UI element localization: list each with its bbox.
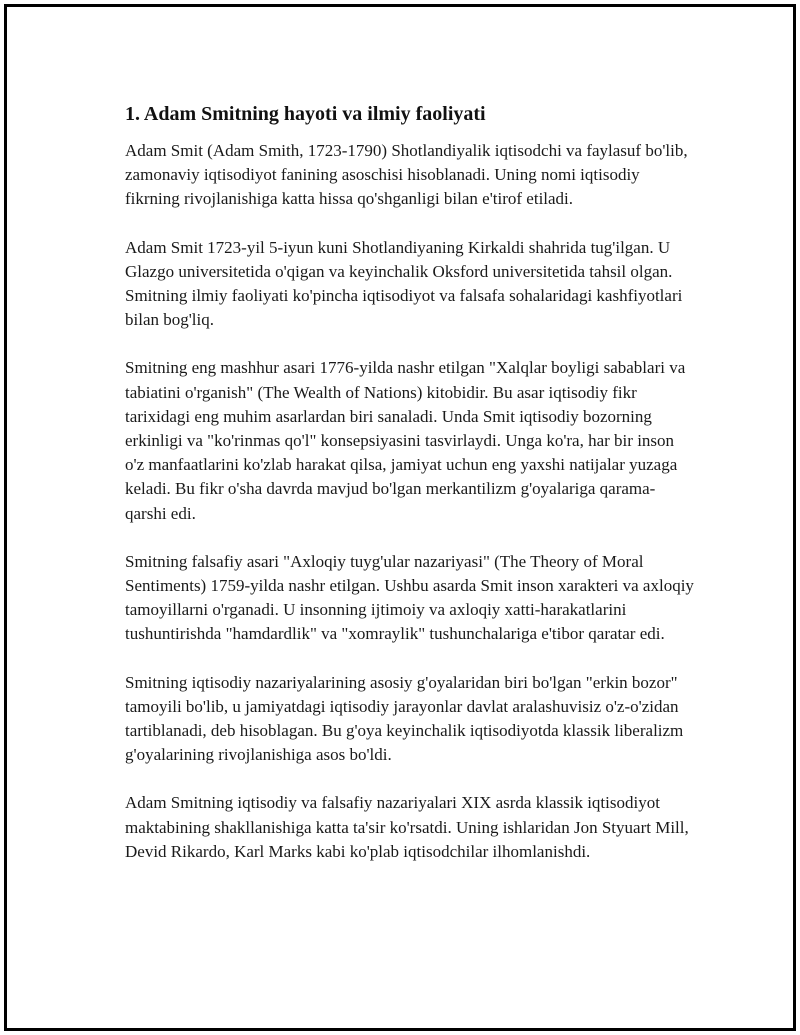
paragraph-wealth-of-nations: Smitning eng mashhur asari 1776-yilda nashr etilgan "Xalqlar boyligi sabablari va tabiatini o'rganish" (The Wealth of Nations) kitobidir. Bu asar iqtisodiy fikr tarixidagi eng muhim asarlardan biri sanaladi. Unda Smit iqtisodiy bozorning erkinligi va "ko'rinmas qo'l" konsepsiyasini tasvirlaydi. Unga ko'ra, har bir inson o'z manfaatlarini ko'zlab harakat qilsa, jamiyat uchun eng yaxshi natijalar yuzaga keladi. Bu fikr o'sha davrda mavjud bo'lgan merkantilizm g'oyalariga qarama-qarshi edi.	[125, 358, 686, 523]
document-body	[125, 101, 695, 888]
paragraph-free-market: Smitning iqtisodiy nazariyalarining asosiy g'oyalaridan biri bo'lgan "erkin bozor" tamoyili bo'lib, u jamiyatdagi iqtisodiy jarayonlar davlat aralashuvisiz o'z-o'zidan tartiblanadi, deb hisoblagan. Bu g'oya keyinchalik iqtisodiyotda klassik liberalizm g'oyalarining rivojlanishiga asos bo'ldi.	[125, 672, 684, 765]
paragraph-biography: Adam Smit 1723-yil 5-iyun kuni Shotlandiyaning Kirkaldi shahrida tug'ilgan. U Glazgo universitetida o'qigan va keyinchalik Oksford universitetida tahsil olgan. Smitning ilmiy faoliyati ko'pincha iqtisodiyot va falsafa sohalaridagi kashfiyotlari bilan bog'liq.	[125, 237, 683, 330]
paragraph-intro: Adam Smit (Adam Smith, 1723-1790) Shotlandiyalik iqtisodchi va faylasuf bo'lib, zamonaviy iqtisodiyot fanining asoschisi hisoblanadi. Uning nomi iqtisodiy fikrning rivojlanishiga katta hissa qo'shganligi bilan e'tirof etiladi.	[125, 141, 688, 209]
section-heading: 1. Adam Smitning hayoti va ilmiy faoliyati	[125, 103, 486, 125]
paragraph-moral-sentiments: Smitning falsafiy asari "Axloqiy tuyg'ular nazariyasi" (The Theory of Moral Sentiments) 1759-yilda nashr etilgan. Ushbu asarda Smit inson xarakteri va axloqiy tamoyillarni o'rganadi. U insonning ijtimoiy va axloqiy xatti-harakatlarini tushuntirishda "hamdardlik" va "xomraylik" tushunchalariga e'tibor qaratar edi.	[125, 551, 694, 644]
page-border-frame	[4, 4, 796, 1031]
paragraph-legacy: Adam Smitning iqtisodiy va falsafiy nazariyalari XIX asrda klassik iqtisodiyot maktabining shakllanishiga katta ta'sir ko'rsatdi. Uning ishlaridan Jon Styuart Mill, Devid Rikardo, Karl Marks kabi ko'plab iqtisodchilar ilhomlanishdi.	[125, 793, 689, 861]
